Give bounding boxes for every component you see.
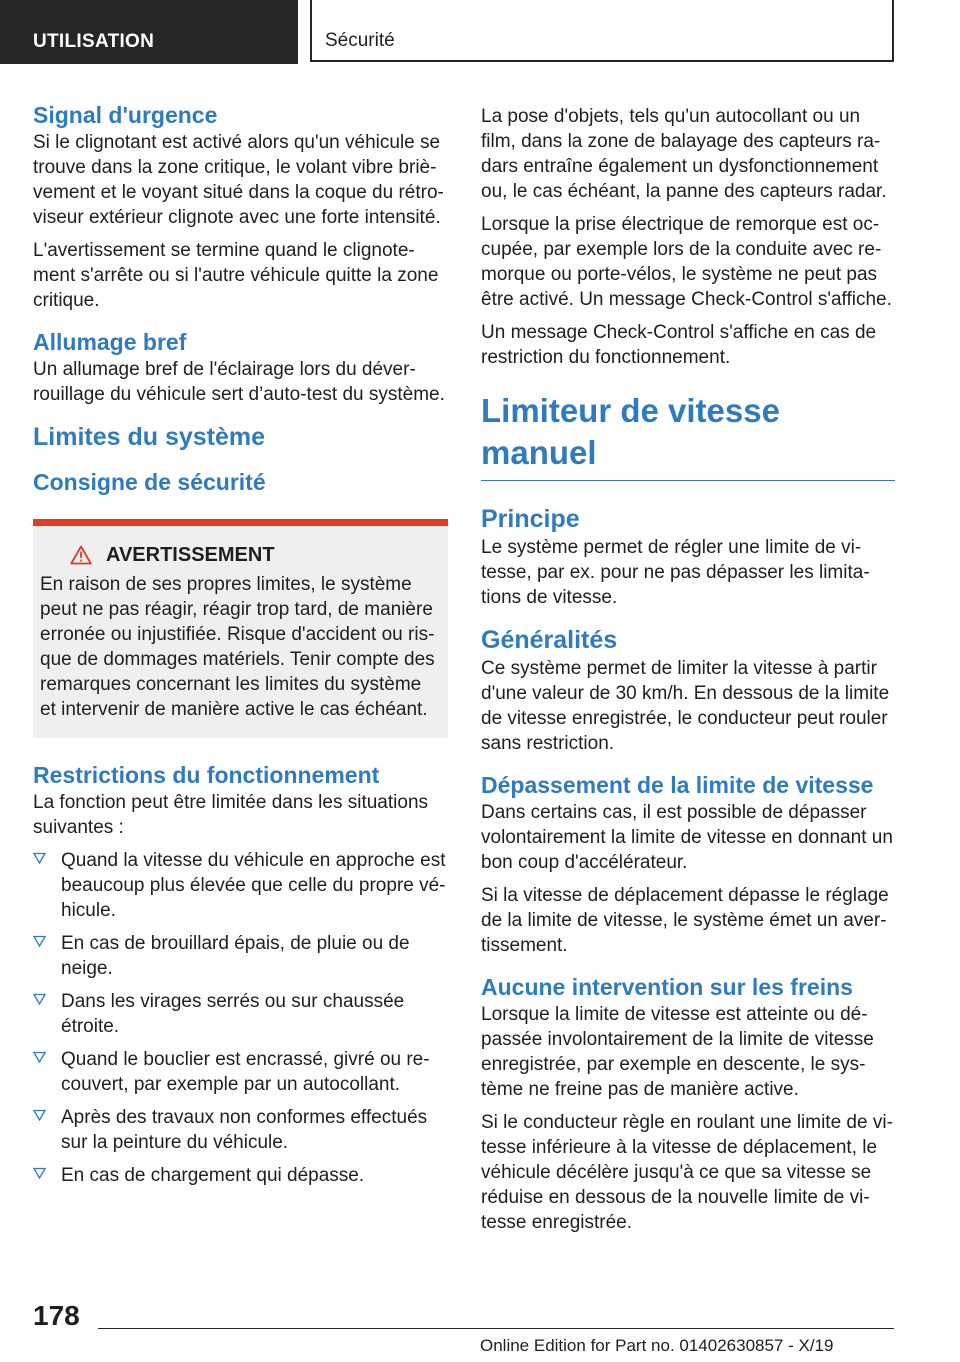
restrictions-list (33, 848, 448, 1188)
heading-restrictions: Restrictions du fonctionnement (33, 762, 380, 788)
triangle-bullet-icon (33, 935, 46, 947)
paragraph: Lorsque la limite de vitesse est atteinte ou dépassée involontairement de la limite de vitesse enregistrée, par exemple en descente, le système ne freine pas de manière active. (481, 1004, 874, 1101)
heading-principe: Principe (481, 505, 580, 534)
list-item: Après des travaux non conformes effectués sur la peinture du véhicule. (33, 1105, 448, 1155)
heading-consigne-securite: Consigne de sécurité (33, 469, 266, 495)
warning-triangle-icon (70, 545, 92, 565)
chapter-label: Sécurité (325, 30, 395, 51)
footer-divider (98, 1328, 894, 1329)
warning-box (33, 519, 448, 738)
section-label: UTILISATION (33, 31, 155, 52)
heading-signal-urgence: Signal d'urgence (33, 102, 218, 128)
paragraph: La pose d'objets, tels qu'un autocollant ou un film, dans la zone de balayage des capteurs radars entraîne également un dysfonctionnement ou, le cas échéant, la panne des capteurs radar. (481, 106, 887, 202)
left-column (33, 96, 448, 1196)
heading-depassement: Dépassement de la limite de vitesse (481, 772, 874, 799)
list-item: En cas de brouillard épais, de pluie ou de neige. (33, 931, 448, 981)
page-header (0, 0, 960, 66)
list-item: Quand le bouclier est encrassé, givré ou recouvert, par exemple par un autocollant. (33, 1047, 448, 1097)
paragraph: Lorsque la prise électrique de remorque est occupée, par exemple lors de la conduite avec remorque ou porte-vélos, le système ne peut pas être activé. Un message Check-Control s'affiche. (481, 214, 892, 310)
edition-note: Online Edition for Part no. 01402630857 - X/19 (480, 1336, 834, 1355)
page-number: 178 (33, 1300, 80, 1331)
warning-header (40, 542, 441, 568)
section-tab (0, 0, 298, 64)
paragraph: Le système permet de régler une limite de vitesse, par ex. pour ne pas dépasser les limitations de vitesse. (481, 537, 870, 609)
paragraph: Ce système permet de limiter la vitesse à partir d'une valeur de 30 km/h. En dessous de la limite de vitesse enregistrée, le conducteur peut rouler sans restriction. (481, 658, 890, 755)
paragraph: L'avertissement se termine quand le clignotement s'arrête ou si l'autre véhicule quitte la zone critique. (33, 240, 439, 311)
triangle-bullet-icon (33, 1167, 46, 1179)
heading-allumage-bref: Allumage bref (33, 329, 187, 355)
right-column (481, 96, 895, 1243)
paragraph: Si le clignotant est activé alors qu'un véhicule se trouve dans la zone critique, le volant vibre brièvement et le voyant situé dans la coque du rétroviseur extérieur clignote avec une forte intensité. (33, 132, 444, 228)
triangle-bullet-icon (33, 1051, 46, 1063)
warning-title: AVERTISSEMENT (106, 544, 275, 566)
paragraph: Dans certains cas, il est possible de dépasser volontairement la limite de vitesse en donnant un bon coup d'accélérateur. (481, 802, 893, 874)
triangle-bullet-icon (33, 993, 46, 1005)
paragraph: Un allumage bref de l'éclairage lors du déverrouillage du véhicule sert d’auto-test du système. (33, 359, 445, 405)
chapter-tab (310, 0, 894, 62)
list-item: Dans les virages serrés ou sur chaussée étroite. (33, 989, 448, 1039)
paragraph: Si le conducteur règle en roulant une limite de vitesse inférieure à la vitesse de déplacement, le véhicule décélère jusqu'à ce que sa vitesse se réduise en dessous de la nouvelle limite de vitesse enregistrée. (481, 1112, 893, 1234)
list-item: En cas de chargement qui dépasse. (33, 1163, 448, 1188)
heading-limites-systeme: Limites du système (33, 423, 266, 451)
paragraph: Si la vitesse de déplacement dépasse le réglage de la limite de vitesse, le système émet un avertissement. (481, 885, 889, 957)
paragraph: La fonction peut être limitée dans les situations suivantes : (33, 792, 429, 838)
warning-text: En raison de ses propres limites, le système peut ne pas réagir, réagir trop tard, de manière erronée ou injustifiée. Risque d'accident ou risque de dommages matériels. Tenir compte des remarques concernant les limites du système et intervenir de manière active le cas échéant. (40, 574, 435, 720)
heading-generalites: Généralités (481, 626, 618, 655)
triangle-bullet-icon (33, 1109, 46, 1121)
paragraph: Un message Check-Control s'affiche en cas de restriction du fonctionnement. (481, 322, 877, 368)
heading-limiteur-vitesse: Limiteur de vitesse manuel (481, 390, 895, 481)
list-item: Quand la vitesse du véhicule en approche est beaucoup plus élevée que celle du propre véhicule. (33, 848, 448, 923)
heading-freins: Aucune intervention sur les freins (481, 974, 853, 1001)
triangle-bullet-icon (33, 852, 46, 864)
